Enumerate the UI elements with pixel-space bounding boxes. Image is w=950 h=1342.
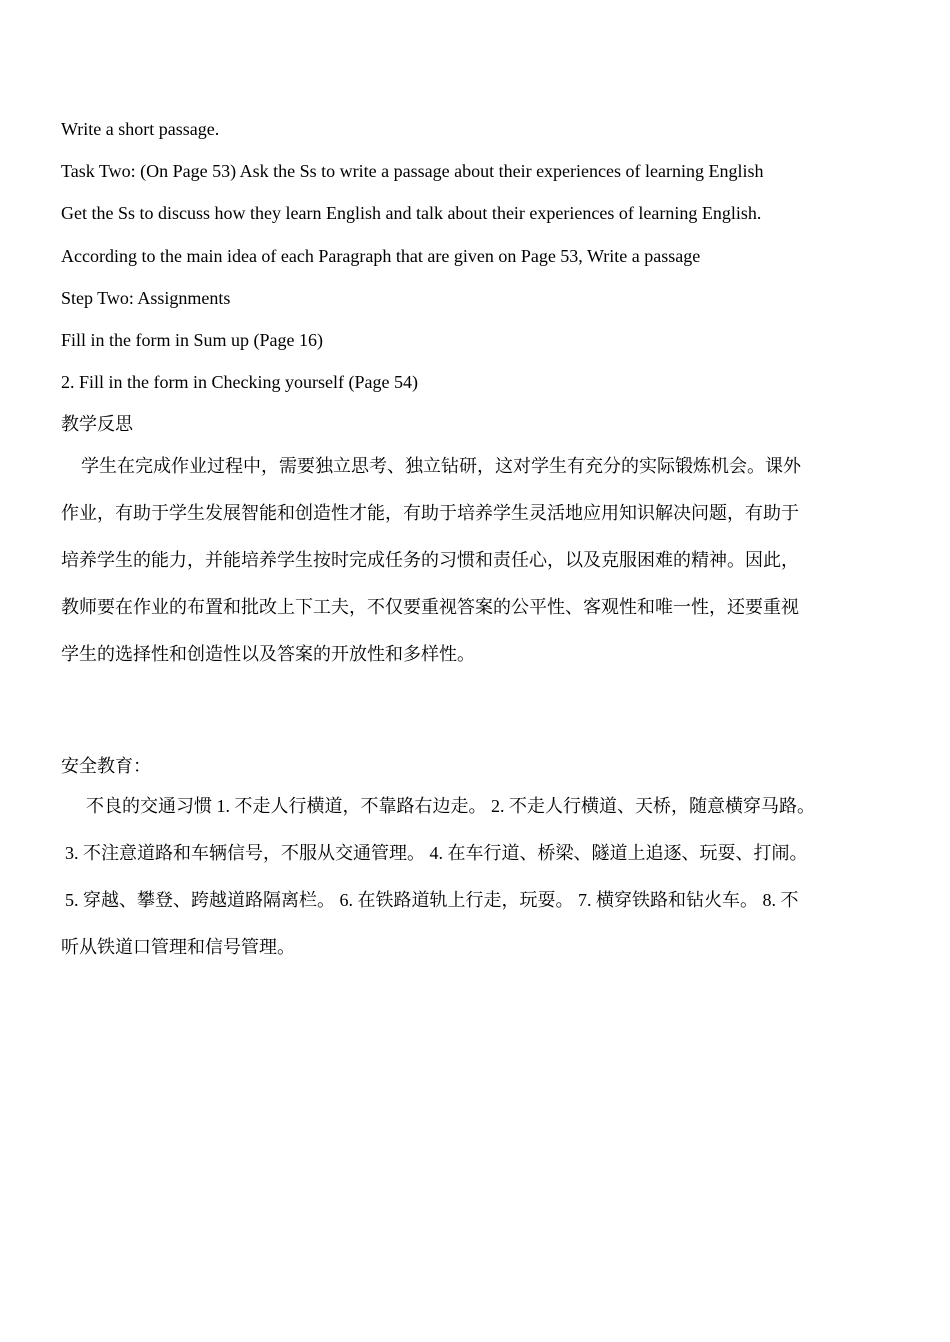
text-line-checking-yourself: 2. Fill in the form in Checking yourself (Page 54) [61, 372, 418, 392]
safety-line-4: 听从铁道口管理和信号管理。 [61, 937, 295, 957]
text-line-write-short-passage: Write a short passage. [61, 119, 220, 139]
reflection-line-5: 学生的选择性和创造性以及答案的开放性和多样性。 [61, 644, 475, 664]
text-line-discuss: Get the Ss to discuss how they learn English and talk about their experiences of learning English. [61, 203, 762, 223]
reflection-heading: 教学反思 [61, 414, 133, 434]
safety-heading: 安全教育： [61, 756, 151, 776]
safety-line-1: 不良的交通习惯 1. 不走人行横道，不靠路右边走。 2. 不走人行横道、天桥，随意横穿马路。 [86, 796, 815, 816]
text-line-task-two: Task Two: (On Page 53) Ask the Ss to write a passage about their experiences of learning English [61, 161, 764, 181]
reflection-line-1: 学生在完成作业过程中，需要独立思考、独立钻研，这对学生有充分的实际锻炼机会。课外 [81, 456, 801, 476]
text-line-sum-up: Fill in the form in Sum up (Page 16) [61, 330, 323, 350]
reflection-line-4: 教师要在作业的布置和批改上下工夫，不仅要重视答案的公平性、客观性和唯一性，还要重视 [61, 597, 799, 617]
text-line-step-two: Step Two: Assignments [61, 288, 231, 308]
safety-line-3: 5. 穿越、攀登、跨越道路隔离栏。 6. 在铁路道轨上行走，玩耍。 7. 横穿铁路和钻火车。 8. 不 [65, 890, 799, 910]
text-line-main-idea: According to the main idea of each Paragraph that are given on Page 53, Write a passage [61, 246, 701, 266]
reflection-line-3: 培养学生的能力，并能培养学生按时完成任务的习惯和责任心，以及克服困难的精神。因此， [61, 550, 799, 570]
safety-line-2: 3. 不注意道路和车辆信号，不服从交通管理。 4. 在车行道、桥梁、隧道上追逐、玩耍、打闹。 [65, 843, 808, 863]
reflection-line-2: 作业，有助于学生发展智能和创造性才能，有助于培养学生灵活地应用知识解决问题，有助于 [61, 503, 799, 523]
